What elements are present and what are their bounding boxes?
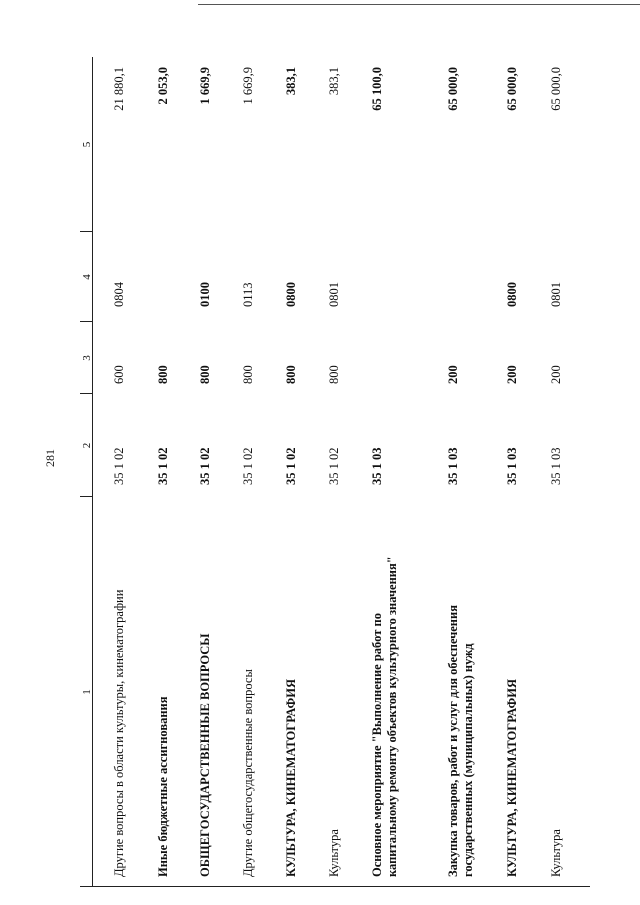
row-section: 0801	[327, 282, 341, 307]
row-section: 0804	[112, 282, 126, 307]
page-number: 281	[43, 449, 57, 467]
row-expense-type: 200	[505, 365, 519, 384]
row-name: Основное мероприятие "Выполнение работ по капитальному ремонту объектов культурного значения"	[370, 556, 399, 877]
row-amount: 65 100,0	[370, 67, 384, 111]
rotated-page	[80, 57, 590, 887]
row-program-code: 35 1 03	[446, 447, 460, 485]
row-amount: 21 880,1	[112, 67, 126, 111]
row-section: 0100	[198, 282, 212, 307]
row-program-code: 35 1 03	[370, 447, 384, 485]
column-header-4: 4	[81, 274, 93, 280]
row-amount: 1 669,9	[241, 67, 255, 105]
row-name: Другие вопросы в области культуры, кинематографии	[112, 589, 126, 877]
row-name: КУЛЬТУРА, КИНЕМАТОГРАФИЯ	[284, 679, 298, 877]
row-name: ОБЩЕГОСУДАРСТВЕННЫЕ ВОПРОСЫ	[198, 633, 212, 877]
row-expense-type: 600	[112, 365, 126, 384]
column-header-5: 5	[81, 141, 93, 148]
row-name: КУЛЬТУРА, КИНЕМАТОГРАФИЯ	[505, 679, 519, 877]
budget-table	[80, 57, 590, 887]
row-program-code: 35 1 02	[241, 447, 255, 485]
row-name: Иные бюджетные ассигнования	[156, 696, 170, 877]
row-expense-type: 800	[198, 365, 212, 384]
row-amount: 65 000,0	[446, 67, 460, 111]
row-program-code: 35 1 02	[156, 447, 170, 485]
row-name: Культура	[327, 829, 341, 877]
row-expense-type: 800	[327, 365, 341, 384]
row-program-code: 35 1 02	[327, 447, 341, 485]
column-header-3: 3	[81, 355, 93, 361]
row-amount: 383,1	[284, 67, 298, 96]
row-name: Другие общегосударственные вопросы	[241, 669, 255, 877]
row-section: 0800	[284, 282, 298, 307]
row-amount: 1 669,9	[198, 67, 212, 105]
row-program-code: 35 1 02	[198, 447, 212, 485]
row-expense-type: 200	[549, 365, 563, 384]
row-section: 0113	[241, 282, 255, 307]
row-program-code: 35 1 03	[549, 447, 563, 485]
row-amount: 65 000,0	[505, 67, 519, 111]
column-header-2: 2	[81, 442, 93, 449]
row-expense-type: 200	[446, 365, 460, 384]
row-program-code: 35 1 02	[112, 447, 126, 485]
row-amount: 65 000,0	[549, 67, 563, 111]
row-section: 0800	[505, 282, 519, 307]
top-rule	[198, 4, 640, 5]
row-program-code: 35 1 03	[505, 447, 519, 485]
row-amount: 2 053,0	[156, 67, 170, 105]
row-expense-type: 800	[284, 365, 298, 384]
row-program-code: 35 1 02	[284, 447, 298, 485]
row-expense-type: 800	[241, 365, 255, 384]
row-name: Культура	[549, 829, 563, 877]
row-name: Закупка товаров, работ и услуг для обеспечения государственных (муниципальных) нужд	[446, 605, 475, 877]
column-header-1: 1	[81, 689, 93, 695]
row-amount: 383,1	[327, 67, 341, 96]
row-expense-type: 800	[156, 365, 170, 384]
table-border-left	[80, 886, 590, 887]
row-section: 0801	[549, 282, 563, 307]
